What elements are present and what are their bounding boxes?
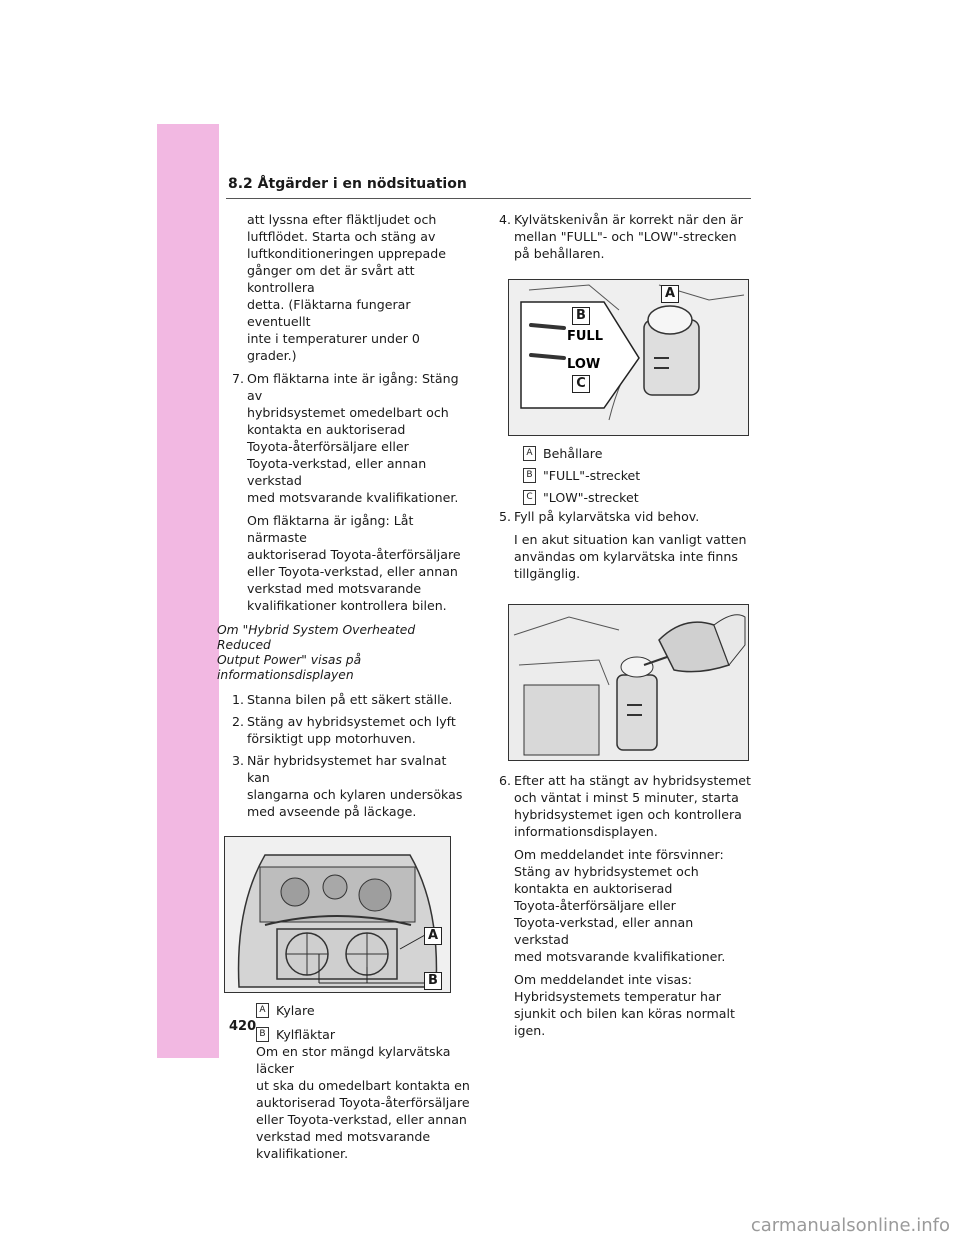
refill-illustration [509, 605, 748, 760]
text-line: informationsdisplayen [217, 668, 354, 682]
text-line: Toyota-återförsäljare eller [514, 898, 676, 913]
text-line: kontakta en auktoriserad [247, 422, 406, 437]
text-line: verkstad med motsvarande [247, 581, 422, 596]
radiator-legend [232, 1002, 472, 1162]
text-line: kvalifikationer kontrollera bilen. [247, 598, 447, 613]
tag-b: B [572, 307, 590, 325]
step-2 [232, 713, 472, 747]
intro-paragraph [232, 211, 472, 364]
leak-note [232, 1043, 472, 1162]
reservoir-figure [508, 279, 749, 436]
legend-item-b [232, 1026, 472, 1043]
text-line: med motsvarande kvalifikationer. [247, 490, 459, 505]
legend-key: C [523, 490, 536, 505]
text-line: verkstad med motsvarande [256, 1129, 431, 1144]
text-line: Fyll på kylarvätska vid behov. [514, 509, 700, 524]
text-line: Om en stor mängd kylarvätska läcker [256, 1044, 451, 1076]
legend-key: B [256, 1027, 269, 1042]
step-number: 2. [232, 714, 245, 729]
legend-key: A [523, 446, 536, 461]
text-line: eller Toyota-verkstad, eller annan [256, 1112, 467, 1127]
legend-key: B [523, 468, 536, 483]
section-header: 8.2 Åtgärder i en nödsituation [228, 176, 467, 192]
step-5-followup [514, 531, 751, 582]
text-line: Hybridsystemets temperatur har [514, 989, 721, 1004]
step-7 [232, 370, 472, 614]
legend-label: Behållare [543, 446, 603, 461]
tag-a: A [661, 285, 679, 303]
text-line: informationsdisplayen. [514, 824, 658, 839]
step-6-case-cleared [514, 971, 751, 1039]
header-rule [226, 198, 751, 199]
text-line: I en akut situation kan vanligt vatten [514, 532, 747, 547]
chapter-sidebar [157, 124, 219, 1058]
legend-label: "FULL"-strecket [543, 468, 641, 483]
text-line: hybridsystemet igen och kontrollera [514, 807, 742, 822]
text-line: Stäng av hybridsystemet och [514, 864, 699, 879]
text-line: och väntat i minst 5 minuter, starta [514, 790, 739, 805]
left-column [217, 211, 472, 1162]
legend-label: Kylare [276, 1003, 315, 1018]
warning-subheading [217, 623, 472, 683]
step-4 [499, 211, 751, 262]
text-line: med avseende på läckage. [247, 804, 417, 819]
text-line: Toyota-återförsäljare eller [247, 439, 409, 454]
text-line: tillgänglig. [514, 566, 581, 581]
legend-label: "LOW"-strecket [543, 490, 639, 505]
text-line: Om meddelandet inte visas: [514, 972, 693, 987]
text-line: Toyota-verkstad, eller annan verkstad [514, 915, 694, 947]
text-line: Kylvätskenivån är korrekt när den är [514, 212, 743, 227]
text-line: Om fläktarna inte är igång: Stäng av [247, 371, 459, 403]
reservoir-legend [499, 445, 751, 506]
step-number: 4. [499, 212, 512, 227]
step-number: 1. [232, 692, 245, 707]
text-line: användas om kylarvätska inte finns [514, 549, 738, 564]
legend-label: Kylfläktar [276, 1027, 336, 1042]
step-number: 5. [499, 509, 512, 524]
text-line: försiktigt upp motorhuven. [247, 731, 416, 746]
page-number: 420 [229, 1019, 257, 1034]
step-6 [499, 772, 751, 1039]
tag-a: A [424, 927, 442, 945]
text-line: med motsvarande kvalifikationer. [514, 949, 726, 964]
reservoir-illustration [509, 280, 748, 435]
step-number: 6. [499, 773, 512, 788]
legend-item-a [232, 1002, 472, 1019]
legend-item-c [499, 489, 751, 506]
text-line: mellan "FULL"- och "LOW"-strecken [514, 229, 737, 244]
tag-c: C [572, 375, 590, 393]
text-line: detta. (Fläktarna fungerar eventuellt [247, 297, 411, 329]
text-line: inte i temperaturer under 0 grader.) [247, 331, 420, 363]
tag-b: B [424, 972, 442, 990]
text-line: Om fläktarna är igång: Låt närmaste [247, 513, 414, 545]
text-line: Om "Hybrid System Overheated Reduced [217, 623, 416, 652]
step-3 [232, 752, 472, 820]
radiator-figure [224, 836, 451, 993]
text-line: kontakta en auktoriserad [514, 881, 673, 896]
refill-figure [508, 604, 749, 761]
text-line: kvalifikationer. [256, 1146, 349, 1161]
engine-bay-illustration [225, 837, 450, 992]
legend-item-b [499, 467, 751, 484]
legend-key: A [256, 1003, 269, 1018]
text-line: igen. [514, 1023, 546, 1038]
text-line: ut ska du omedelbart kontakta en [256, 1078, 470, 1093]
text-line: sjunkit och bilen kan köras normalt [514, 1006, 735, 1021]
text-line: eller Toyota-verkstad, eller annan [247, 564, 458, 579]
text-line: Stäng av hybridsystemet och lyft [247, 714, 456, 729]
full-mark: FULL [567, 329, 604, 344]
text-line: luftkonditioneringen upprepade [247, 246, 446, 261]
text-line: Efter att ha stängt av hybridsystemet [514, 773, 751, 788]
text-line: hybridsystemet omedelbart och [247, 405, 449, 420]
text-line: Toyota-verkstad, eller annan verkstad [247, 456, 427, 488]
text-line: Output Power" visas på [217, 653, 362, 667]
step-6-case-persists [514, 846, 751, 965]
text-line: luftflödet. Starta och stäng av [247, 229, 436, 244]
text-line: Stanna bilen på ett säkert ställe. [247, 692, 453, 707]
step-number: 7. [232, 371, 245, 386]
text-line: på behållaren. [514, 246, 605, 261]
low-mark: LOW [567, 357, 601, 372]
text-line: gånger om det är svårt att kontrollera [247, 263, 415, 295]
legend-item-a [499, 445, 751, 462]
watermark: carmanualsonline.info [750, 1215, 950, 1236]
text-line: auktoriserad Toyota-återförsäljare [247, 547, 461, 562]
text-line: Om meddelandet inte försvinner: [514, 847, 724, 862]
right-column [499, 211, 751, 1039]
text-line: När hybridsystemet har svalnat kan [247, 753, 447, 785]
step-number: 3. [232, 753, 245, 768]
text-line: auktoriserad Toyota-återförsäljare [256, 1095, 470, 1110]
step-5 [499, 508, 751, 582]
text-line: slangarna och kylaren undersökas [247, 787, 463, 802]
step-7-followup [247, 512, 472, 614]
step-1 [232, 691, 472, 708]
text-line: att lyssna efter fläktljudet och [247, 212, 437, 227]
